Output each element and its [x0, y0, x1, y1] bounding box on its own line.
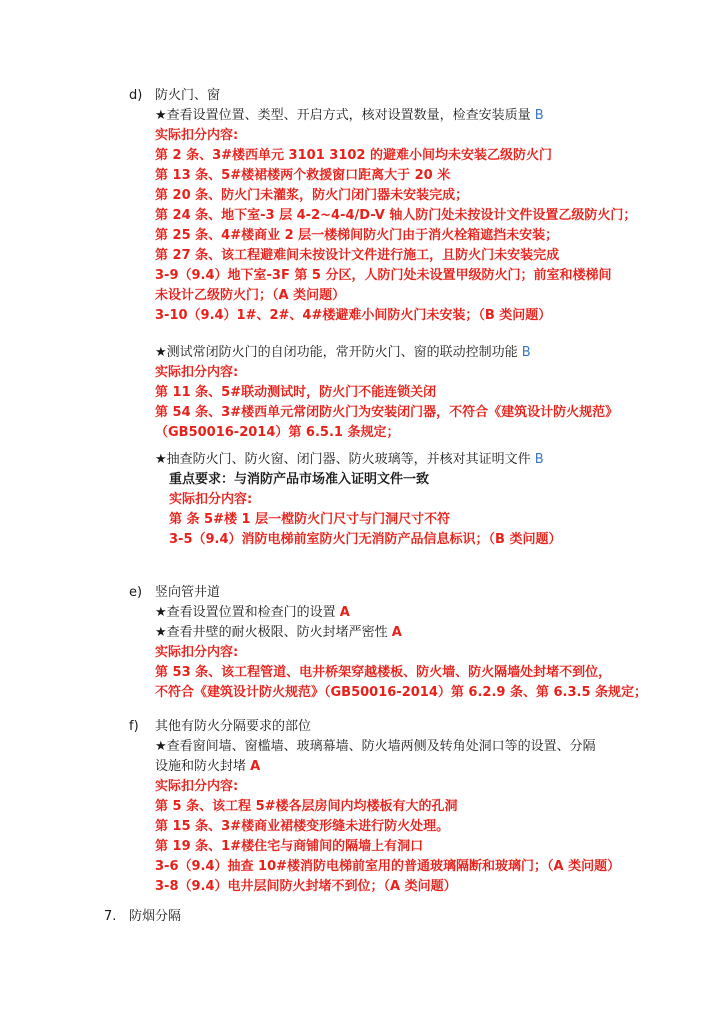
deduction-item: 第 24 条、地下室-3 层 4-2~4-4/D-V 轴人防门处未按设计文件设置乙级防火门； — [155, 208, 637, 223]
check-text: ★查看设置位置和检查门的设置 — [155, 605, 336, 620]
deduction-item: 3-10（9.4）1#、2#、4#楼避难小间防火门未安装；（B 类问题） — [155, 308, 552, 323]
deduction-item: 第 条 5#楼 1 层一樘防火门尺寸与门洞尺寸不符 — [169, 512, 451, 527]
key-requirement: 重点要求：与消防产品市场准入证明文件一致 — [169, 472, 430, 487]
section-7-title: 防烟分隔 — [129, 909, 182, 924]
section-e-title: 竖向管井道 — [155, 585, 221, 600]
grade-badge: B — [521, 345, 531, 360]
section-f-title: 其他有防火分隔要求的部位 — [155, 719, 312, 734]
deduction-label: 实际扣分内容: — [155, 128, 239, 143]
deduction-item: 第 53 条、该工程管道、电井桥架穿越楼板、防火墙、防火隔墙处封堵不到位， — [155, 665, 612, 680]
section-d-check-1 — [155, 106, 544, 126]
deduction-item: 第 2 条、3#楼西单元 3101 3102 的避难小间均未安装乙级防火门 — [155, 148, 552, 163]
deduction-item: 3-9（9.4）地下室-3F 第 5 分区，人防门处未设置甲级防火门；前室和楼梯间 — [155, 268, 612, 283]
deduction-label: 实际扣分内容: — [155, 365, 239, 380]
section-e-check-2 — [155, 623, 402, 643]
deduction-item: 3-5（9.4）消防电梯前室防火门无消防产品信息标识；（B 类问题） — [169, 532, 562, 547]
section-e-check-1 — [155, 603, 350, 623]
section-7-marker: 7. — [104, 909, 117, 924]
deduction-item: 3-8（9.4）电井层间防火封堵不到位；（A 类问题） — [155, 879, 457, 894]
deduction-item: 第 27 条、该工程避难间未按设计文件进行施工，且防火门未安装完成 — [155, 248, 560, 263]
deduction-item: 第 13 条、5#楼裙楼两个救援窗口距离大于 20 米 — [155, 168, 451, 183]
deduction-item: 第 15 条、3#楼商业裙楼变形缝未进行防火处理。 — [155, 819, 450, 834]
section-f-check-1-line-1: ★查看窗间墙、窗槛墙、玻璃幕墙、防火墙两侧及转角处洞口等的设置、分隔 — [155, 739, 596, 754]
section-e-marker: e) — [129, 585, 143, 600]
check-text: 设施和防火封堵 — [155, 759, 247, 774]
section-d-check-2 — [155, 343, 531, 363]
check-text: ★抽查防火门、防火窗、闭门器、防火玻璃等，并核对其证明文件 — [155, 452, 531, 467]
deduction-item: 不符合《建筑设计防火规范》（GB50016-2014）第 6.2.9 条、第 6.3.5 条规定； — [155, 685, 648, 700]
grade-badge: A — [391, 625, 402, 640]
deduction-item: 第 25 条、4#楼商业 2 层一楼梯间防火门由于消火栓箱遮挡未安装； — [155, 228, 559, 243]
check-text: ★查看井壁的耐火极限、防火封堵严密性 — [155, 625, 388, 640]
deduction-item: 3-6（9.4）抽查 10#楼消防电梯前室用的普通玻璃隔断和玻璃门；（A 类问题） — [155, 859, 621, 874]
section-d-marker: d) — [129, 88, 143, 103]
deduction-item: 第 11 条、5#联动测试时，防火门不能连锁关闭 — [155, 385, 437, 400]
deduction-item: 第 20 条、防火门未灌浆，防火门闭门器未安装完成； — [155, 188, 469, 203]
deduction-item: 第 19 条、1#楼住宅与商铺间的隔墙上有洞口 — [155, 839, 424, 854]
check-text: ★查看设置位置、类型、开启方式，核对设置数量，检查安装质量 — [155, 108, 531, 123]
deduction-label: 实际扣分内容: — [169, 492, 253, 507]
grade-badge: B — [534, 108, 544, 123]
deduction-item: 未设计乙级防火门；（A 类问题） — [155, 288, 346, 303]
deduction-label: 实际扣分内容: — [155, 779, 239, 794]
section-f-marker: f) — [129, 719, 139, 734]
check-text: ★测试常闭防火门的自闭功能，常开防火门、窗的联动控制功能 — [155, 345, 518, 360]
deduction-item: （GB50016-2014）第 6.5.1 条规定； — [155, 425, 400, 440]
grade-badge: B — [534, 452, 544, 467]
deduction-item: 第 5 条、该工程 5#楼各层房间内均楼板有大的孔洞 — [155, 799, 458, 814]
section-f-check-1-line-2 — [155, 757, 260, 777]
grade-badge: A — [339, 605, 350, 620]
section-d-title: 防火门、窗 — [155, 88, 221, 103]
grade-badge: A — [250, 759, 261, 774]
deduction-item: 第 54 条、3#楼西单元常闭防火门为安装闭门器，不符合《建筑设计防火规范》 — [155, 405, 619, 420]
deduction-label: 实际扣分内容: — [155, 645, 239, 660]
section-d-check-3 — [155, 450, 544, 470]
